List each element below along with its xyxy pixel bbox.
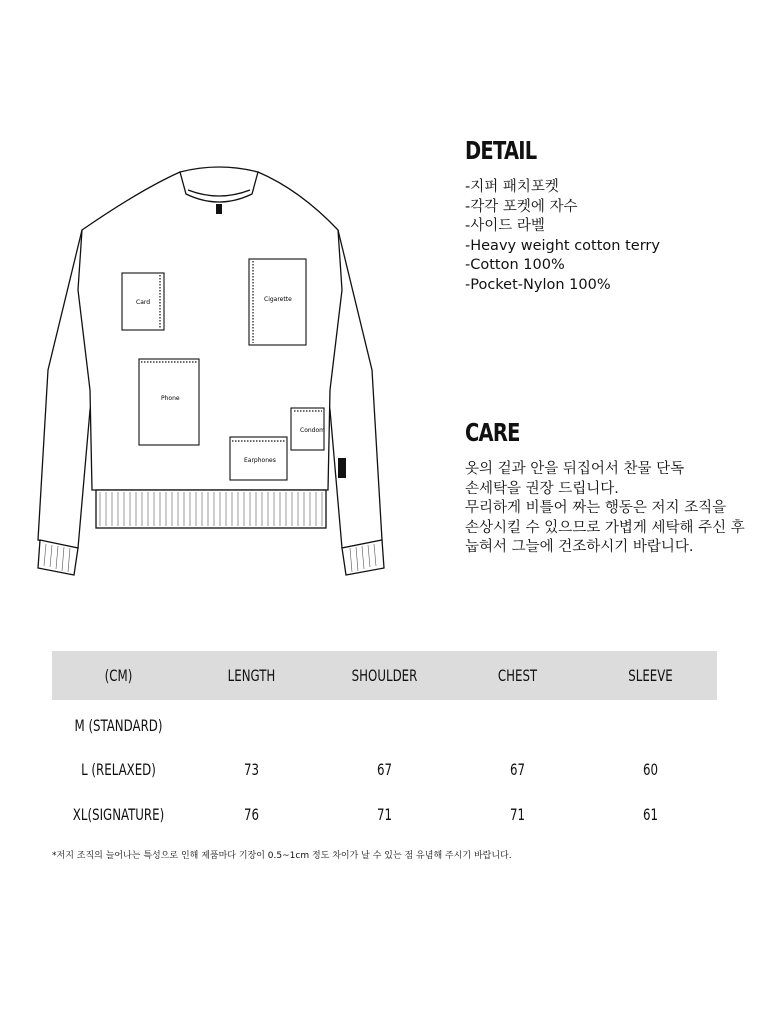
header-unit: (CM) xyxy=(104,666,133,685)
header-sleeve: SLEEVE xyxy=(628,666,673,685)
chest-value: 67 xyxy=(509,759,526,779)
size-name: M (STANDARD) xyxy=(74,715,163,735)
header-shoulder: SHOULDER xyxy=(351,666,418,685)
length-value: 76 xyxy=(243,804,260,824)
detail-list xyxy=(465,178,660,296)
sleeve-value: 60 xyxy=(642,759,659,779)
side-label-tab xyxy=(338,458,346,478)
length-value: 73 xyxy=(243,759,260,779)
size-table-header xyxy=(52,651,717,700)
table-row xyxy=(52,750,717,788)
size-table xyxy=(52,651,717,840)
table-row xyxy=(52,700,717,750)
care-line: 무리하게 비틀어 짜는 행동은 저지 조직을 xyxy=(465,500,727,517)
header-chest: CHEST xyxy=(497,666,538,685)
sleeve-value: 61 xyxy=(642,804,659,824)
care-line: 눕혀서 그늘에 건조하시기 바랍니다. xyxy=(465,539,694,556)
sweatshirt-sketch xyxy=(30,160,410,580)
cigarette-pocket-label: Cigarette xyxy=(264,296,292,303)
phone-pocket xyxy=(139,359,199,445)
table-row xyxy=(52,788,717,840)
detail-item: -사이드 라벨 xyxy=(465,218,545,235)
care-line: 손세탁을 권장 드립니다. xyxy=(465,480,619,497)
size-note: *저지 조직의 늘어나는 특성으로 인해 제품마다 기장이 0.5~1cm 정도 차이가 날 수 있는 점 유념해 주시기 바랍니다. xyxy=(52,851,512,861)
detail-item: -지퍼 패치포켓 xyxy=(465,179,559,195)
chest-value: 71 xyxy=(509,804,526,824)
card-pocket-label: Card xyxy=(136,299,151,306)
condom-pocket-label: Condom xyxy=(300,427,325,434)
care-title: CARE xyxy=(465,418,520,447)
header-length: LENGTH xyxy=(227,666,276,685)
detail-item: -Heavy weight cotton terry xyxy=(465,237,660,254)
detail-title: DETAIL xyxy=(465,136,537,165)
detail-item: -Cotton 100% xyxy=(465,257,565,274)
phone-pocket-label: Phone xyxy=(161,395,180,402)
care-line: 옷의 겉과 안을 뒤집어서 찬물 단독 xyxy=(465,461,685,477)
shoulder-value: 67 xyxy=(376,759,393,779)
collar-tab xyxy=(216,204,222,214)
size-name: XL(SIGNATURE) xyxy=(72,804,165,824)
care-line: 손상시킬 수 있으므로 가볍게 세탁해 주신 후 xyxy=(465,519,745,536)
detail-item: -각각 포켓에 자수 xyxy=(465,198,578,215)
size-name: L (RELAXED) xyxy=(81,759,156,779)
detail-item: -Pocket-Nylon 100% xyxy=(465,276,611,293)
shoulder-value: 71 xyxy=(376,804,393,824)
care-instructions xyxy=(465,460,745,558)
earphones-pocket-label: Earphones xyxy=(244,457,276,464)
